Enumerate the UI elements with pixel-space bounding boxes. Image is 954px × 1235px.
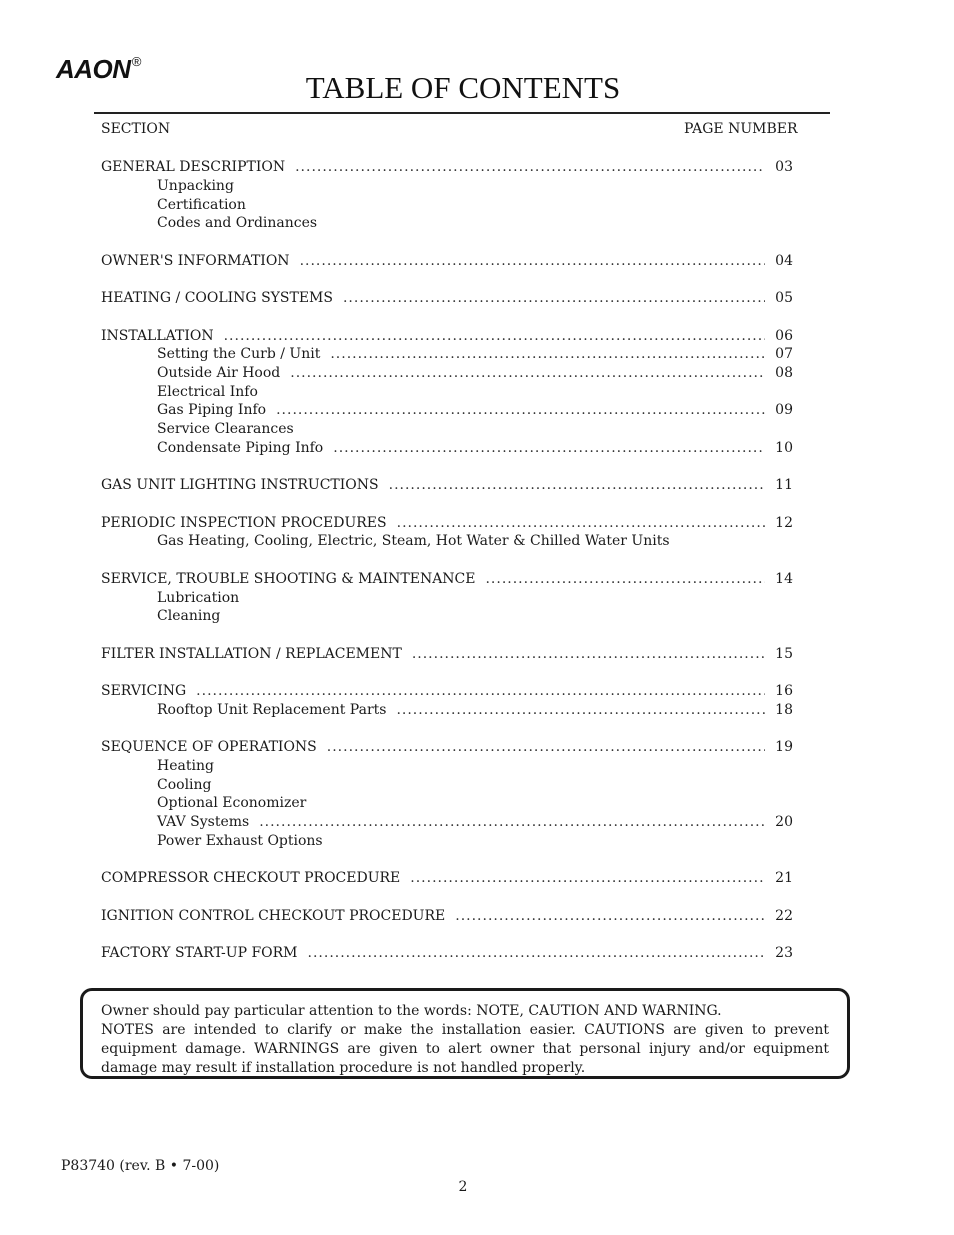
registered-mark: ® <box>131 54 141 69</box>
toc-entry-label: Lubrication <box>157 590 240 606</box>
dot-leader <box>343 289 765 307</box>
toc-entry <box>157 589 793 607</box>
toc-entry <box>101 476 793 494</box>
toc-entry <box>157 813 793 831</box>
toc-entry <box>157 401 793 419</box>
toc-entry-page: 19 <box>775 739 793 755</box>
toc-entry-label: SEQUENCE OF OPERATIONS <box>101 739 317 755</box>
toc-entry <box>101 645 793 663</box>
toc-entry-label: INSTALLATION <box>101 328 214 344</box>
toc-entry-page: 14 <box>775 571 793 587</box>
dot-leader <box>485 570 765 588</box>
notice-line-1: Owner should pay particular attention to the words: NOTE, CAUTION AND WARNING. <box>101 1003 722 1019</box>
toc-entry-label: HEATING / COOLING SYSTEMS <box>101 290 333 306</box>
toc-entry <box>101 289 793 307</box>
toc-entry-page: 07 <box>775 346 793 362</box>
toc-entry-label: GENERAL DESCRIPTION <box>101 159 286 175</box>
toc-entry-label: Condensate Piping Info <box>157 440 324 456</box>
toc-entry-page: 23 <box>775 945 793 961</box>
toc-entry-label: IGNITION CONTROL CHECKOUT PROCEDURE <box>101 908 446 924</box>
toc-entry-page: 10 <box>775 440 793 456</box>
dot-leader <box>410 869 765 887</box>
toc-entry <box>101 570 793 588</box>
toc-entry-page: 05 <box>775 290 793 306</box>
toc-entry-page: 09 <box>775 402 793 418</box>
toc-entry <box>157 832 793 850</box>
toc-entry-label: Power Exhaust Options <box>157 833 323 849</box>
toc-entry-page: 21 <box>775 870 793 886</box>
toc-entry-page: 08 <box>775 365 793 381</box>
notice-line-2: NOTES are intended to clarify or make the installation easier. CAUTIONS are given to prevent equipment damage. WARNINGS are given to alert owner that personal injury and/or equipment damage may result if installation procedure is not handled properly. <box>101 1022 829 1076</box>
toc-entry-label: Optional Economizer <box>157 795 307 811</box>
toc-entry-label: Cooling <box>157 777 212 793</box>
toc-entry <box>101 738 793 756</box>
toc-entry-label: Gas Piping Info <box>157 402 267 418</box>
toc-entry-page: 16 <box>775 683 793 699</box>
toc-entry-label: OWNER'S INFORMATION <box>101 253 290 269</box>
dot-leader <box>308 944 765 962</box>
dot-leader <box>396 701 765 719</box>
toc-entry <box>101 514 793 532</box>
dot-leader <box>224 327 765 345</box>
toc-entry-page: 20 <box>775 814 793 830</box>
toc-entry-label: Codes and Ordinances <box>157 215 318 231</box>
toc-entry <box>157 383 793 401</box>
dot-leader <box>259 813 765 831</box>
dot-leader <box>290 364 765 382</box>
toc-entry-label: Unpacking <box>157 178 234 194</box>
page-number-column-header: PAGE NUMBER <box>684 121 798 137</box>
toc-entry <box>157 607 793 625</box>
dot-leader <box>455 907 765 925</box>
toc-entry <box>157 420 793 438</box>
dot-leader <box>333 439 765 457</box>
toc-entry-label: Gas Heating, Cooling, Electric, Steam, Hot Water & Chilled Water Units <box>157 533 670 549</box>
toc-entry-page: 04 <box>775 253 793 269</box>
dot-leader <box>295 158 765 176</box>
toc-entry-label: FILTER INSTALLATION / REPLACEMENT <box>101 646 402 662</box>
toc-entry-label: SERVICE, TROUBLE SHOOTING & MAINTENANCE <box>101 571 476 587</box>
toc-entry-label: GAS UNIT LIGHTING INSTRUCTIONS <box>101 477 379 493</box>
toc-entry <box>157 757 793 775</box>
toc-entry <box>157 794 793 812</box>
toc-entry <box>157 177 793 195</box>
toc-entry-page: 03 <box>775 159 793 175</box>
toc-entry-label: Cleaning <box>157 608 221 624</box>
toc-entry-label: PERIODIC INSPECTION PROCEDURES <box>101 515 387 531</box>
toc-entry <box>101 252 793 270</box>
toc-entry-label: Service Clearances <box>157 421 294 437</box>
toc-entry <box>101 682 793 700</box>
toc-entry-page: 12 <box>775 515 793 531</box>
toc-entry-label: Rooftop Unit Replacement Parts <box>157 702 387 718</box>
toc-entry-label: SERVICING <box>101 683 187 699</box>
dot-leader <box>412 645 765 663</box>
dot-leader <box>300 252 765 270</box>
toc-entry <box>157 701 793 719</box>
toc-entry-page: 11 <box>775 477 793 493</box>
toc-entry-label: Certification <box>157 197 246 213</box>
notice-box <box>80 988 850 1079</box>
toc-entry <box>101 907 793 925</box>
toc-entry <box>157 345 793 363</box>
dot-leader <box>389 476 765 494</box>
toc-entry-label: Electrical Info <box>157 384 258 400</box>
page-title: TABLE OF CONTENTS <box>305 70 621 105</box>
toc-entry <box>157 196 793 214</box>
toc-entry <box>157 364 793 382</box>
toc-entry-page: 18 <box>775 702 793 718</box>
toc-entry <box>157 532 793 550</box>
toc-entry-label: Setting the Curb / Unit <box>157 346 321 362</box>
toc-entry <box>101 327 793 345</box>
toc-entry <box>157 776 793 794</box>
toc-entry <box>157 439 793 457</box>
toc-entry-label: FACTORY START-UP FORM <box>101 945 298 961</box>
toc-entry-label: Heating <box>157 758 214 774</box>
section-column-header: SECTION <box>101 121 171 137</box>
logo-text: AAON <box>56 54 131 84</box>
toc-entry-label: VAV Systems <box>157 814 250 830</box>
dot-leader <box>327 738 765 756</box>
dot-leader <box>330 345 765 363</box>
dot-leader <box>196 682 765 700</box>
dot-leader <box>276 401 765 419</box>
toc-entry <box>101 944 793 962</box>
toc-entry <box>157 214 793 232</box>
toc-entry <box>101 158 793 176</box>
toc-entry <box>101 869 793 887</box>
toc-entry-page: 06 <box>775 328 793 344</box>
toc-entry-label: Outside Air Hood <box>157 365 281 381</box>
toc-entry-page: 15 <box>775 646 793 662</box>
toc-entry-page: 22 <box>775 908 793 924</box>
dot-leader <box>397 514 765 532</box>
page-number: 2 <box>458 1179 468 1195</box>
document-code: P83740 (rev. B • 7-00) <box>61 1158 220 1174</box>
toc-entry-label: COMPRESSOR CHECKOUT PROCEDURE <box>101 870 401 886</box>
